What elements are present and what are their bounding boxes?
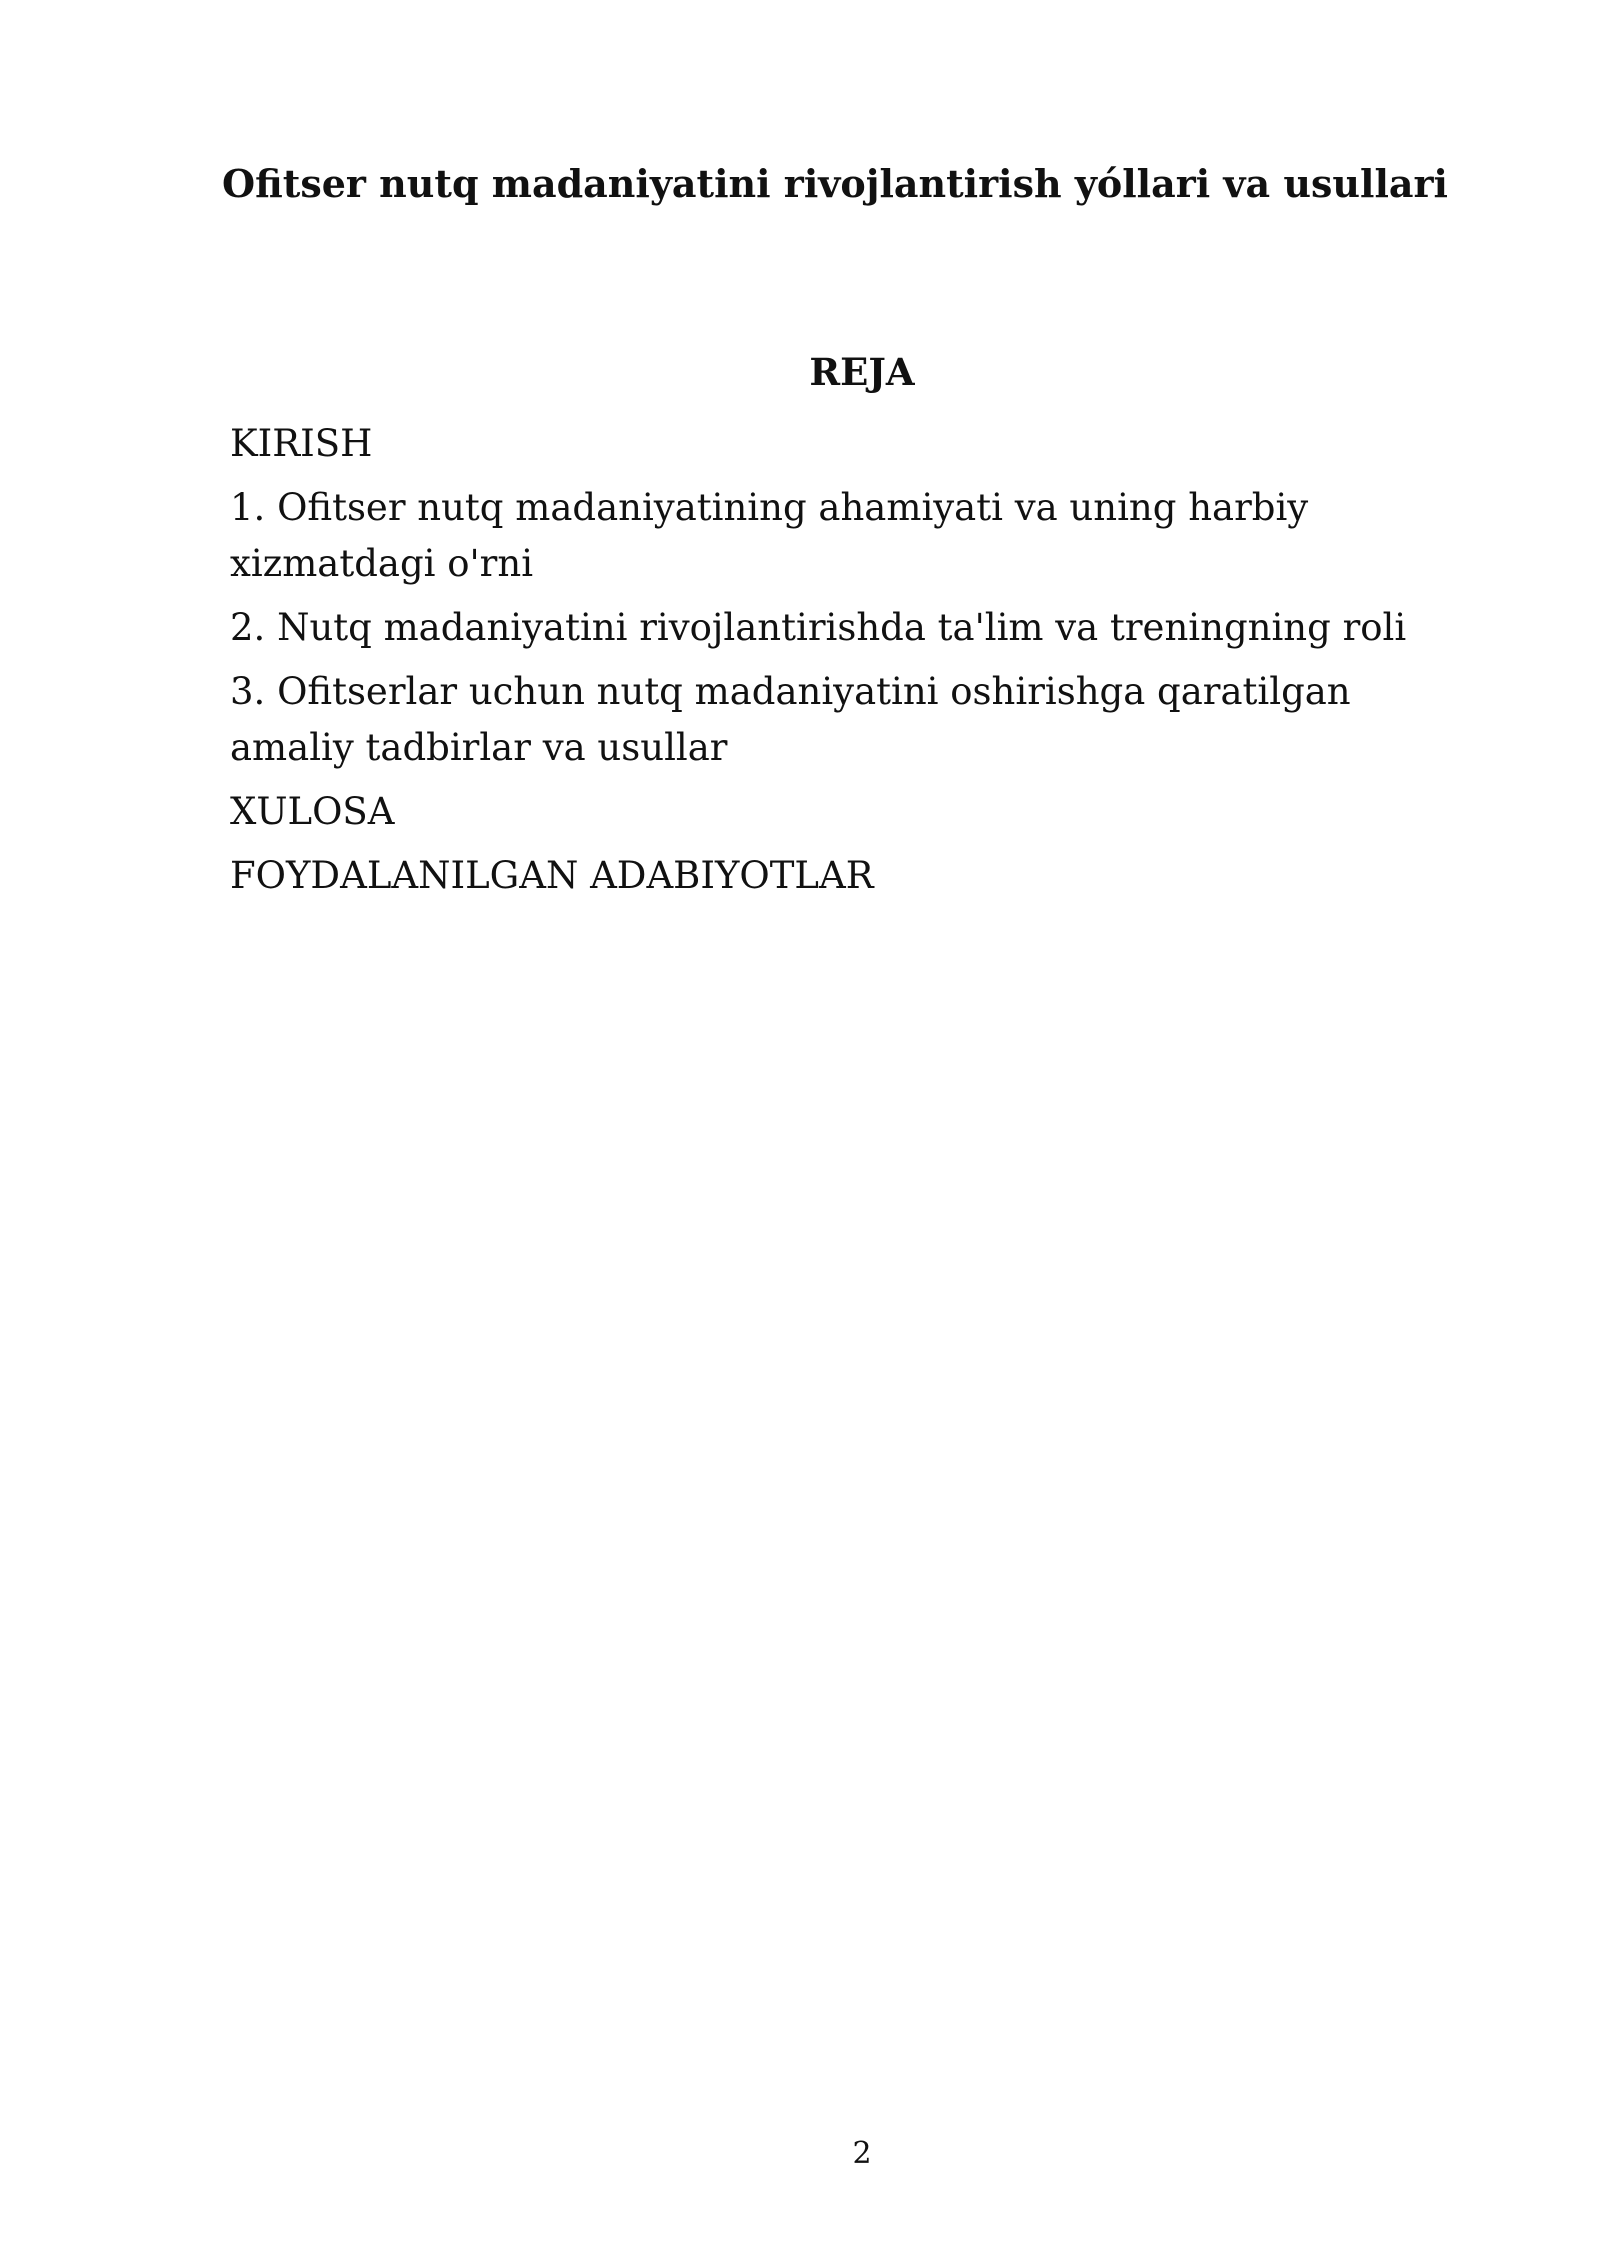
plan-item-conclusion: XULOSA xyxy=(230,790,395,833)
plan-item-references: FOYDALANILGAN ADABIYOTLAR xyxy=(230,854,874,897)
plan-list xyxy=(230,416,1460,912)
plan-heading: REJA xyxy=(809,350,915,394)
plan-item-2: 2. Nutq madaniyatini rivojlantirishda ta'lim va treningning roli xyxy=(230,606,1407,649)
page-title: Ofitser nutq madaniyatini rivojlantirish yóllari va usullari xyxy=(222,161,1448,206)
page-number: 2 xyxy=(852,2136,872,2171)
plan-item-introduction: KIRISH xyxy=(230,422,373,465)
plan-item-3: 3. Ofitserlar uchun nutq madaniyatini oshirishga qaratilgan amaliy tadbirlar va usullar xyxy=(230,670,1351,769)
plan-item-1: 1. Ofitser nutq madaniyatining ahamiyati va uning harbiy xizmatdagi o'rni xyxy=(230,486,1309,585)
